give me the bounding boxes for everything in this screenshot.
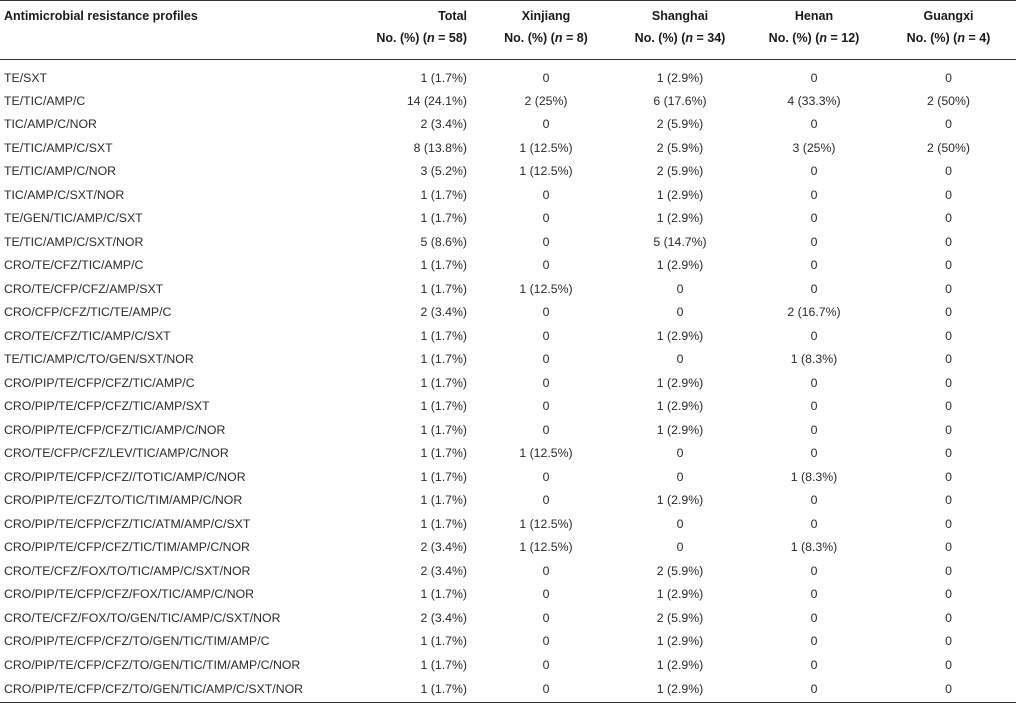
cell-henan: 0 <box>810 493 818 508</box>
cell-shanghai: 1 (2.9%) <box>656 493 704 508</box>
subheader-prefix: No. (%) ( <box>376 31 428 45</box>
table-row <box>0 324 1016 348</box>
cell-xinjiang: 0 <box>542 328 550 343</box>
cell-xinjiang: 0 <box>542 234 550 249</box>
cell-total: 1 (1.7%) <box>420 187 467 202</box>
cell-henan: 0 <box>810 328 818 343</box>
cell-xinjiang: 0 <box>542 352 550 367</box>
table-row <box>0 630 1016 654</box>
column-header-guangxi: Guangxi <box>881 1 1016 32</box>
table-row <box>0 207 1016 231</box>
cell-profile: CRO/CFP/CFZ/TIC/TE/AMP/C <box>4 305 172 320</box>
cell-shanghai: 1 (2.9%) <box>656 375 704 390</box>
cell-total: 1 (1.7%) <box>420 493 467 508</box>
cell-henan: 0 <box>810 516 818 531</box>
cell-henan: 3 (25%) <box>792 140 836 155</box>
cell-profile: TE/TIC/AMP/C/SXT/NOR <box>4 234 144 249</box>
cell-total: 1 (1.7%) <box>420 328 467 343</box>
cell-shanghai: 1 (2.9%) <box>656 657 704 672</box>
cell-henan: 0 <box>810 657 818 672</box>
cell-shanghai: 1 (2.9%) <box>613 677 747 703</box>
n-symbol: n <box>685 31 693 45</box>
cell-profile: TIC/AMP/C/NOR <box>4 117 97 132</box>
cell-profile: CRO/PIP/TE/CFP/CFZ/TO/GEN/TIC/TIM/AMP/C <box>4 634 270 649</box>
cell-guangxi: 0 <box>945 70 952 85</box>
table-row <box>0 136 1016 160</box>
header-row-counts <box>0 31 1016 60</box>
table-row <box>0 489 1016 513</box>
subheader-prefix: No. (%) ( <box>634 31 686 45</box>
cell-total: 1 (1.7%) <box>420 422 467 437</box>
column-subheader-total <box>345 31 479 60</box>
subheader-suffix: = 8) <box>562 31 588 45</box>
table-row <box>0 183 1016 207</box>
cell-guangxi: 0 <box>945 563 952 578</box>
cell-xinjiang: 0 <box>542 422 550 437</box>
cell-xinjiang: 0 <box>542 305 550 320</box>
cell-xinjiang: 0 <box>479 677 613 703</box>
cell-total: 2 (3.4%) <box>420 117 467 132</box>
cell-guangxi: 0 <box>945 234 952 249</box>
cell-guangxi: 0 <box>945 328 952 343</box>
table-row <box>0 465 1016 489</box>
cell-profile: CRO/PIP/TE/CFP/CFZ/TIC/AMP/SXT <box>4 399 210 414</box>
cell-total: 1 (1.7%) <box>420 352 467 367</box>
cell-henan: 0 <box>810 211 818 226</box>
table-row <box>0 230 1016 254</box>
cell-xinjiang: 0 <box>542 610 550 625</box>
table-row <box>0 583 1016 607</box>
cell-shanghai: 0 <box>676 446 684 461</box>
cell-xinjiang: 0 <box>542 634 550 649</box>
cell-shanghai: 1 (2.9%) <box>656 258 704 273</box>
table-row <box>0 254 1016 278</box>
cell-guangxi: 0 <box>881 677 1016 703</box>
cell-shanghai: 0 <box>676 281 684 296</box>
cell-xinjiang: 0 <box>542 657 550 672</box>
cell-xinjiang: 1 (12.5%) <box>519 140 573 155</box>
cell-xinjiang: 0 <box>542 211 550 226</box>
cell-profile: CRO/PIP/TE/CFP/CFZ/TIC/AMP/C <box>4 375 195 390</box>
cell-total: 14 (24.1%) <box>406 93 467 108</box>
column-subheader-shanghai <box>613 31 747 60</box>
cell-total: 2 (3.4%) <box>420 563 467 578</box>
cell-profile: CRO/PIP/TE/CFP/CFZ/TO/GEN/TIC/AMP/C/SXT/NOR <box>0 677 345 703</box>
cell-profile: CRO/TE/CFP/CFZ/LEV/TIC/AMP/C/NOR <box>4 446 229 461</box>
cell-xinjiang: 0 <box>542 187 550 202</box>
table-row <box>0 277 1016 301</box>
cell-henan: 0 <box>810 187 818 202</box>
cell-henan: 1 (8.3%) <box>790 469 838 484</box>
table-row <box>0 442 1016 466</box>
cell-henan: 1 (8.3%) <box>790 540 838 555</box>
cell-profile: TE/TIC/AMP/C/TO/GEN/SXT/NOR <box>4 352 194 367</box>
cell-total: 1 (1.7%) <box>420 657 467 672</box>
table-row <box>0 113 1016 137</box>
table-row <box>0 606 1016 630</box>
cell-henan: 0 <box>810 399 818 414</box>
cell-profile: CRO/PIP/TE/CFP/CFZ/TO/GEN/TIC/TIM/AMP/C/NOR <box>4 657 301 672</box>
column-header-henan: Henan <box>747 1 881 32</box>
cell-total: 1 (1.7%) <box>345 677 479 703</box>
cell-shanghai: 5 (14.7%) <box>653 234 707 249</box>
cell-xinjiang: 0 <box>542 399 550 414</box>
cell-henan: 0 <box>810 634 818 649</box>
header-row-names <box>0 1 1016 32</box>
cell-total: 1 (1.7%) <box>420 375 467 390</box>
cell-shanghai: 0 <box>676 540 684 555</box>
cell-shanghai: 2 (5.9%) <box>656 610 704 625</box>
subheader-suffix: = 58) <box>434 31 467 45</box>
cell-shanghai: 1 (2.9%) <box>656 328 704 343</box>
cell-guangxi: 0 <box>945 493 952 508</box>
cell-shanghai: 0 <box>676 305 684 320</box>
cell-total: 2 (3.4%) <box>420 540 467 555</box>
cell-profile: TE/SXT <box>4 70 48 85</box>
cell-shanghai: 1 (2.9%) <box>656 211 704 226</box>
cell-guangxi: 0 <box>945 305 952 320</box>
cell-guangxi: 0 <box>945 634 952 649</box>
cell-guangxi: 0 <box>945 258 952 273</box>
cell-guangxi: 0 <box>945 117 952 132</box>
cell-profile: CRO/PIP/TE/CFP/CFZ/TIC/ATM/AMP/C/SXT <box>4 516 251 531</box>
cell-henan: 1 (8.3%) <box>790 352 838 367</box>
table-row <box>0 536 1016 560</box>
cell-henan: 0 <box>810 117 818 132</box>
cell-profile: CRO/TE/CFZ/TIC/AMP/C <box>4 258 144 273</box>
cell-xinjiang: 0 <box>542 493 550 508</box>
cell-henan: 0 <box>810 234 818 249</box>
cell-xinjiang: 0 <box>542 563 550 578</box>
cell-xinjiang: 1 (12.5%) <box>519 446 573 461</box>
subheader-prefix: No. (%) ( <box>768 31 820 45</box>
column-subheader-henan <box>747 31 881 60</box>
profile-column-subheader <box>0 31 345 60</box>
cell-total: 1 (1.7%) <box>420 469 467 484</box>
n-symbol: n <box>554 31 563 45</box>
cell-total: 1 (1.7%) <box>420 281 467 296</box>
cell-total: 1 (1.7%) <box>420 516 467 531</box>
cell-henan: 0 <box>810 587 818 602</box>
subheader-suffix: = 4) <box>964 31 991 45</box>
cell-shanghai: 1 (2.9%) <box>656 422 704 437</box>
cell-total: 1 (1.7%) <box>420 211 467 226</box>
table-row <box>0 371 1016 395</box>
cell-henan: 0 <box>810 164 818 179</box>
cell-total: 2 (3.4%) <box>420 610 467 625</box>
cell-total: 1 (1.7%) <box>420 446 467 461</box>
cell-profile: CRO/PIP/TE/CFP/CFZ/FOX/TIC/AMP/C/NOR <box>4 587 255 602</box>
column-subheader-xinjiang <box>479 31 613 60</box>
cell-henan: 0 <box>810 610 818 625</box>
cell-shanghai: 1 (2.9%) <box>656 587 704 602</box>
cell-xinjiang: 2 (25%) <box>524 93 568 108</box>
cell-profile: TIC/AMP/C/SXT/NOR <box>4 187 125 202</box>
cell-shanghai: 1 (2.9%) <box>656 187 704 202</box>
table-row <box>0 60 1016 90</box>
table-body <box>0 60 1016 703</box>
table-header <box>0 1 1016 60</box>
cell-henan: 0 <box>810 446 818 461</box>
column-header-xinjiang: Xinjiang <box>479 1 613 32</box>
cell-profile: CRO/PIP/TE/CFP/CFZ/TIC/TIM/AMP/C/NOR <box>4 540 250 555</box>
cell-guangxi: 0 <box>945 610 952 625</box>
cell-shanghai: 1 (2.9%) <box>656 634 704 649</box>
cell-shanghai: 1 (2.9%) <box>656 70 704 85</box>
table-row <box>0 89 1016 113</box>
cell-guangxi: 0 <box>945 587 952 602</box>
subheader-suffix: = 12) <box>827 31 860 45</box>
cell-guangxi: 0 <box>945 516 952 531</box>
cell-guangxi: 0 <box>945 399 952 414</box>
cell-profile: CRO/TE/CFZ/FOX/TO/TIC/AMP/C/SXT/NOR <box>4 563 251 578</box>
cell-total: 1 (1.7%) <box>420 258 467 273</box>
cell-guangxi: 0 <box>945 352 952 367</box>
cell-total: 3 (5.2%) <box>420 164 467 179</box>
cell-profile: TE/TIC/AMP/C/NOR <box>4 164 117 179</box>
cell-profile: TE/TIC/AMP/C/SXT <box>4 140 113 155</box>
table-row <box>0 512 1016 536</box>
subheader-prefix: No. (%) ( <box>906 31 958 45</box>
cell-xinjiang: 1 (12.5%) <box>519 540 573 555</box>
cell-shanghai: 6 (17.6%) <box>653 93 707 108</box>
cell-xinjiang: 0 <box>542 117 550 132</box>
cell-shanghai: 2 (5.9%) <box>656 117 704 132</box>
table-row <box>0 348 1016 372</box>
table-row <box>0 559 1016 583</box>
cell-total: 1 (1.7%) <box>420 587 467 602</box>
cell-henan: 0 <box>810 563 818 578</box>
cell-shanghai: 1 (2.9%) <box>656 399 704 414</box>
cell-shanghai: 2 (5.9%) <box>656 164 704 179</box>
cell-xinjiang: 0 <box>542 587 550 602</box>
cell-henan: 0 <box>810 422 818 437</box>
subheader-prefix: No. (%) ( <box>504 31 555 45</box>
cell-xinjiang: 0 <box>542 70 550 85</box>
profile-column-header: Antimicrobial resistance profiles <box>0 1 345 32</box>
cell-guangxi: 2 (50%) <box>926 93 971 108</box>
cell-profile: CRO/PIP/TE/CFP/CFZ//TOTIC/AMP/C/NOR <box>4 469 246 484</box>
cell-henan: 2 (16.7%) <box>787 305 841 320</box>
cell-total: 1 (1.7%) <box>420 399 467 414</box>
n-symbol: n <box>819 31 827 45</box>
subheader-suffix: = 34) <box>693 31 726 45</box>
cell-profile: CRO/TE/CFZ/FOX/TO/GEN/TIC/AMP/C/SXT/NOR <box>4 610 281 625</box>
column-header-shanghai: Shanghai <box>613 1 747 32</box>
column-subheader-guangxi <box>881 31 1016 60</box>
cell-guangxi: 0 <box>945 164 952 179</box>
table-row <box>0 395 1016 419</box>
cell-henan: 0 <box>810 375 818 390</box>
cell-henan: 0 <box>810 70 818 85</box>
cell-guangxi: 0 <box>945 375 952 390</box>
cell-guangxi: 0 <box>945 469 952 484</box>
cell-profile: TE/GEN/TIC/AMP/C/SXT <box>4 211 143 226</box>
cell-xinjiang: 1 (12.5%) <box>519 281 573 296</box>
cell-shanghai: 2 (5.9%) <box>656 563 704 578</box>
cell-guangxi: 0 <box>945 211 952 226</box>
n-symbol: n <box>957 31 965 45</box>
cell-total: 2 (3.4%) <box>420 305 467 320</box>
cell-xinjiang: 1 (12.5%) <box>519 164 573 179</box>
cell-guangxi: 0 <box>945 281 952 296</box>
cell-shanghai: 2 (5.9%) <box>656 140 704 155</box>
cell-shanghai: 0 <box>676 516 684 531</box>
cell-xinjiang: 1 (12.5%) <box>519 516 573 531</box>
cell-total: 8 (13.8%) <box>413 140 467 155</box>
cell-profile: CRO/PIP/TE/CFZ/TO/TIC/TIM/AMP/C/NOR <box>4 493 243 508</box>
table-row <box>0 653 1016 677</box>
column-header-total: Total <box>345 1 479 32</box>
cell-shanghai: 0 <box>676 469 684 484</box>
cell-guangxi: 0 <box>945 187 952 202</box>
cell-profile: CRO/PIP/TE/CFP/CFZ/TIC/AMP/C/NOR <box>4 422 226 437</box>
cell-henan: 4 (33.3%) <box>787 93 841 108</box>
cell-henan: 0 <box>810 258 818 273</box>
cell-shanghai: 0 <box>676 352 684 367</box>
cell-total: 5 (8.6%) <box>420 234 467 249</box>
cell-guangxi: 2 (50%) <box>926 140 971 155</box>
table-row <box>0 160 1016 184</box>
cell-total: 1 (1.7%) <box>420 634 467 649</box>
cell-xinjiang: 0 <box>542 258 550 273</box>
n-symbol: n <box>427 31 435 45</box>
cell-guangxi: 0 <box>945 422 952 437</box>
cell-profile: CRO/TE/CFP/CFZ/AMP/SXT <box>4 281 164 296</box>
cell-henan: 0 <box>810 281 818 296</box>
cell-guangxi: 0 <box>945 657 952 672</box>
cell-profile: TE/TIC/AMP/C <box>4 93 86 108</box>
cell-guangxi: 0 <box>945 540 952 555</box>
cell-profile: CRO/TE/CFZ/TIC/AMP/C/SXT <box>4 328 171 343</box>
cell-xinjiang: 0 <box>542 375 550 390</box>
cell-henan: 0 <box>747 677 881 703</box>
cell-total: 1 (1.7%) <box>420 70 467 85</box>
table-row <box>0 418 1016 442</box>
cell-guangxi: 0 <box>945 446 952 461</box>
table-row <box>0 677 1016 703</box>
cell-xinjiang: 0 <box>542 469 550 484</box>
table-row <box>0 301 1016 325</box>
